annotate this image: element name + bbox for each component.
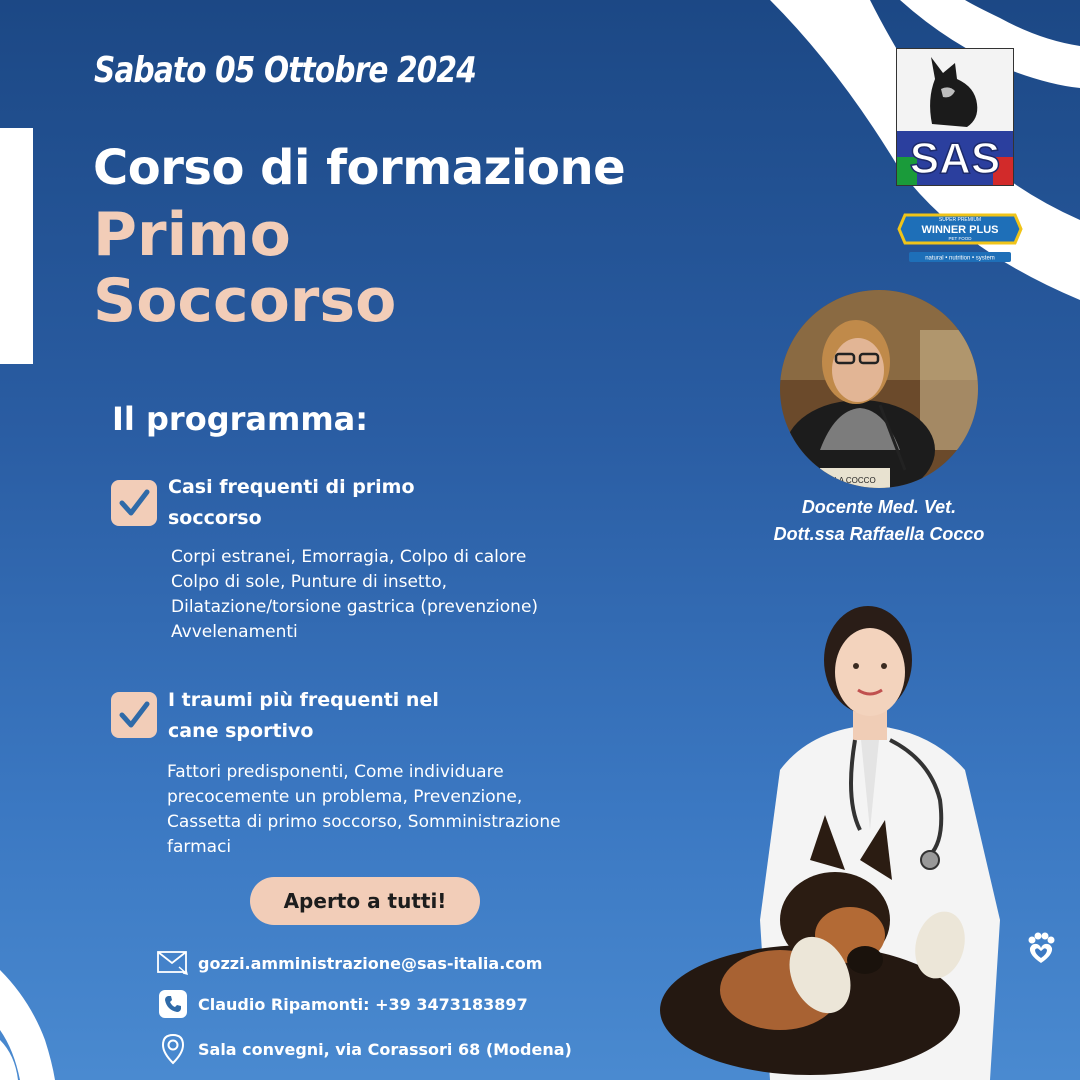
description-line: Dilatazione/torsione gastrica (prevenzione) bbox=[171, 597, 539, 617]
description-line: Colpo di sole, Punture di insetto, bbox=[171, 572, 448, 592]
decorative-side-bar bbox=[0, 128, 33, 364]
program-item-description bbox=[171, 545, 621, 645]
course-title: Corso di formazione bbox=[93, 140, 626, 196]
program-item-description bbox=[167, 760, 617, 860]
map-pin-icon bbox=[157, 1034, 189, 1064]
speaker-photo bbox=[780, 290, 978, 488]
phone-contact: Claudio Ripamonti: +39 3473183897 bbox=[198, 994, 528, 1014]
program-item-title-line: I traumi più frequenti nel bbox=[168, 689, 439, 711]
description-line: Corpi estranei, Emorragia, Colpo di calore bbox=[171, 547, 527, 567]
sas-logo-text: SAS bbox=[909, 134, 1001, 183]
winner-logo-main: WINNER PLUS bbox=[921, 224, 999, 236]
check-icon bbox=[111, 480, 157, 526]
program-item-title-line: soccorso bbox=[168, 507, 262, 529]
program-item-title-line: Casi frequenti di primo bbox=[168, 476, 415, 498]
envelope-icon bbox=[157, 948, 189, 978]
description-line: farmaci bbox=[167, 837, 232, 857]
contact-location[interactable] bbox=[157, 1034, 572, 1064]
open-to-all-button[interactable]: Aperto a tutti! bbox=[250, 877, 480, 925]
contact-email[interactable] bbox=[157, 948, 542, 978]
program-heading: Il programma: bbox=[112, 400, 369, 438]
course-subtitle-line-1: Primo bbox=[93, 200, 291, 270]
sas-logo bbox=[896, 48, 1014, 186]
speaker-nameplate: LA COCCO bbox=[834, 476, 876, 485]
winner-plus-logo bbox=[897, 207, 1023, 267]
contact-phone[interactable] bbox=[157, 989, 528, 1019]
phone-icon bbox=[157, 989, 189, 1019]
program-item-title-line: cane sportivo bbox=[168, 720, 314, 742]
description-line: Cassetta di primo soccorso, Somministrazione bbox=[167, 812, 561, 832]
winner-logo-tagline: natural • nutrition • system bbox=[925, 255, 995, 262]
paw-heart-icon bbox=[1024, 931, 1058, 965]
speaker-caption bbox=[740, 494, 1018, 548]
description-line: precocemente un problema, Prevenzione, bbox=[167, 787, 523, 807]
check-icon bbox=[111, 692, 157, 738]
speaker-name: Dott.ssa Raffaella Cocco bbox=[773, 524, 985, 544]
event-date: Sabato 05 Ottobre 2024 bbox=[94, 50, 476, 91]
vet-with-puppy-image bbox=[660, 590, 1080, 1080]
description-line: Avvelenamenti bbox=[171, 622, 298, 642]
speaker-role: Docente Med. Vet. bbox=[801, 497, 957, 517]
winner-logo-top: SUPER PREMIUM bbox=[938, 217, 982, 223]
email-address: gozzi.amministrazione@sas-italia.com bbox=[198, 953, 543, 973]
course-subtitle bbox=[93, 202, 396, 334]
winner-logo-sub: PET FOOD bbox=[948, 236, 972, 241]
location-address: Sala convegni, via Corassori 68 (Modena) bbox=[198, 1039, 572, 1059]
program-item-title bbox=[168, 472, 508, 534]
program-item-title bbox=[168, 685, 508, 747]
description-line: Fattori predisponenti, Come individuare bbox=[167, 762, 504, 782]
course-subtitle-line-2: Soccorso bbox=[93, 266, 397, 336]
